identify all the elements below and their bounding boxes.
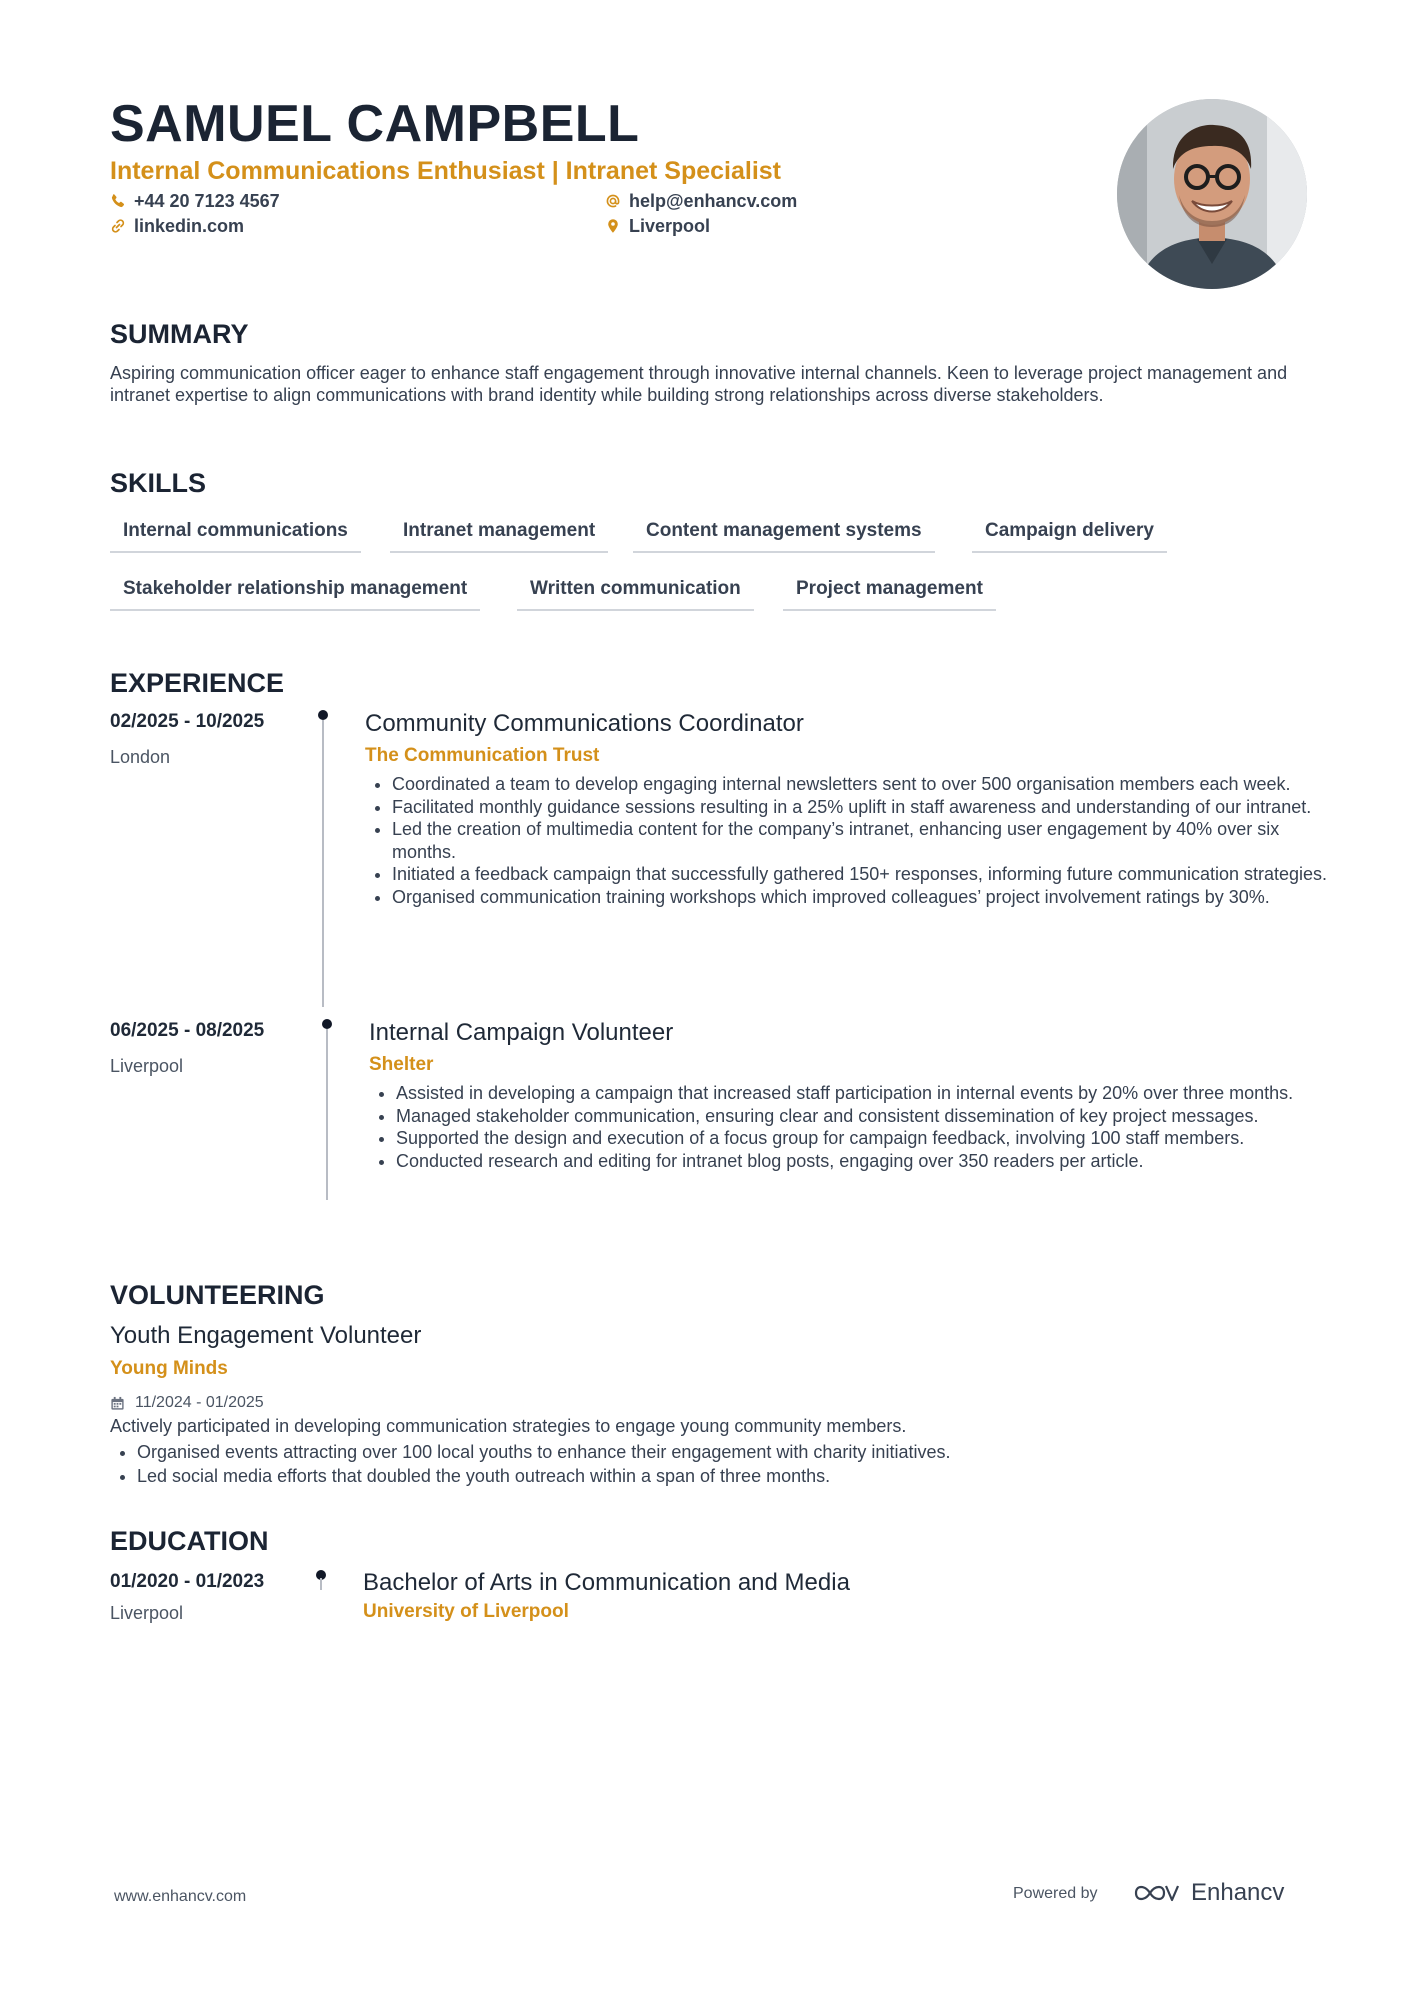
timeline-line	[322, 720, 324, 1007]
skill-tag: Project management	[783, 577, 996, 611]
profile-portrait-icon	[1117, 99, 1307, 289]
experience-dates: 02/2025 - 10/2025	[110, 711, 265, 732]
education-dates: 01/2020 - 01/2023	[110, 1571, 265, 1592]
experience-heading: EXPERIENCE	[110, 668, 285, 698]
location-text: Liverpool	[629, 216, 711, 236]
calendar-icon	[110, 1396, 125, 1411]
experience-role: Community Communications Coordinator	[365, 710, 804, 737]
volunteering-organisation: Young Minds	[110, 1358, 228, 1379]
experience-bullets	[369, 1082, 1331, 1172]
experience-role: Internal Campaign Volunteer	[369, 1019, 674, 1046]
linkedin-text[interactable]: linkedin.com	[134, 216, 245, 236]
education-school: University of Liverpool	[363, 1601, 569, 1622]
brand-logo[interactable]	[1133, 1878, 1284, 1908]
experience-bullets	[365, 773, 1332, 908]
list-item: • Led social media efforts that doubled the youth outreach within a span of three months.	[137, 1464, 1287, 1488]
list-item: • Conducted research and editing for intranet blog posts, engaging over 350 readers per article.	[396, 1150, 1331, 1173]
link-icon	[110, 218, 126, 234]
volunteering-dates	[110, 1393, 264, 1413]
phone-icon	[110, 193, 126, 209]
list-item: • Assisted in developing a campaign that increased staff participation in internal events by 20% over three months.	[396, 1082, 1331, 1105]
skill-tag: Stakeholder relationship management	[110, 577, 480, 611]
experience-location: Liverpool	[110, 1056, 184, 1076]
skills-heading: SKILLS	[110, 468, 207, 498]
contact-email[interactable]	[605, 190, 797, 212]
list-item: • Managed stakeholder communication, ensuring clear and consistent dissemination of key project messages.	[396, 1105, 1331, 1128]
phone-text: +44 20 7123 4567	[134, 191, 280, 211]
experience-dates: 06/2025 - 08/2025	[110, 1020, 265, 1041]
summary-heading: SUMMARY	[110, 319, 249, 349]
email-text[interactable]: help@enhancv.com	[629, 191, 798, 211]
timeline-dot	[322, 1019, 332, 1029]
location-pin-icon	[605, 218, 621, 234]
contact-location	[605, 215, 710, 237]
experience-company: Shelter	[369, 1054, 434, 1075]
education-degree: Bachelor of Arts in Communication and Media	[363, 1569, 850, 1596]
brand-name: Enhancv	[1191, 1879, 1285, 1906]
list-item: • Facilitated monthly guidance sessions resulting in a 25% uplift in staff awareness and understanding of our intranet.	[392, 796, 1332, 819]
list-item: • Led the creation of multimedia content for the company’s intranet, enhancing user engagement by 40% over six months.	[392, 818, 1332, 863]
skill-tag: Content management systems	[633, 519, 935, 553]
experience-company: The Communication Trust	[365, 745, 600, 766]
list-item: • Supported the design and execution of a focus group for campaign feedback, involving 100 staff members.	[396, 1127, 1331, 1150]
at-icon	[605, 193, 621, 209]
contact-phone	[110, 190, 280, 212]
volunteering-role: Youth Engagement Volunteer	[110, 1322, 422, 1349]
list-item: • Organised communication training workshops which improved colleagues’ project involvement ratings by 30%.	[392, 886, 1332, 909]
volunteering-heading: VOLUNTEERING	[110, 1280, 325, 1310]
timeline-dot	[318, 710, 328, 720]
experience-location: London	[110, 747, 171, 767]
list-item: • Coordinated a team to develop engaging internal newsletters sent to over 500 organisation members each week.	[392, 773, 1332, 796]
candidate-name: SAMUEL CAMPBELL	[110, 95, 640, 153]
footer-url[interactable]: www.enhancv.com	[114, 1888, 247, 1905]
volunteering-description: Actively participated in developing communication strategies to engage young community members.	[110, 1416, 907, 1436]
list-item: • Organised events attracting over 100 local youths to enhance their engagement with charity initiatives.	[137, 1440, 1287, 1464]
education-location: Liverpool	[110, 1603, 184, 1623]
candidate-title: Internal Communications Enthusiast | Intranet Specialist	[110, 157, 782, 185]
timeline-line	[326, 1029, 328, 1200]
enhancv-logo-icon	[1133, 1880, 1179, 1906]
volunteering-dates-text: 11/2024 - 01/2025	[135, 1394, 264, 1411]
timeline-line	[320, 1578, 322, 1590]
skill-tag: Intranet management	[390, 519, 608, 553]
summary-text: Aspiring communication officer eager to enhance staff engagement through innovative internal channels. Keen to leverage project management and intranet expertise to align communications with brand identity while building strong relationships across diverse stakeholders.	[110, 363, 1288, 405]
contact-linkedin[interactable]	[110, 215, 244, 237]
skill-tag: Internal communications	[110, 519, 361, 553]
list-item: • Initiated a feedback campaign that successfully gathered 150+ responses, informing future communication strategies.	[392, 863, 1332, 886]
volunteering-bullets	[110, 1440, 1287, 1488]
skill-tag: Campaign delivery	[972, 519, 1167, 553]
profile-photo	[1117, 99, 1307, 289]
education-heading: EDUCATION	[110, 1526, 269, 1556]
powered-by-label: Powered by	[1013, 1885, 1098, 1902]
skill-tag: Written communication	[517, 577, 754, 611]
